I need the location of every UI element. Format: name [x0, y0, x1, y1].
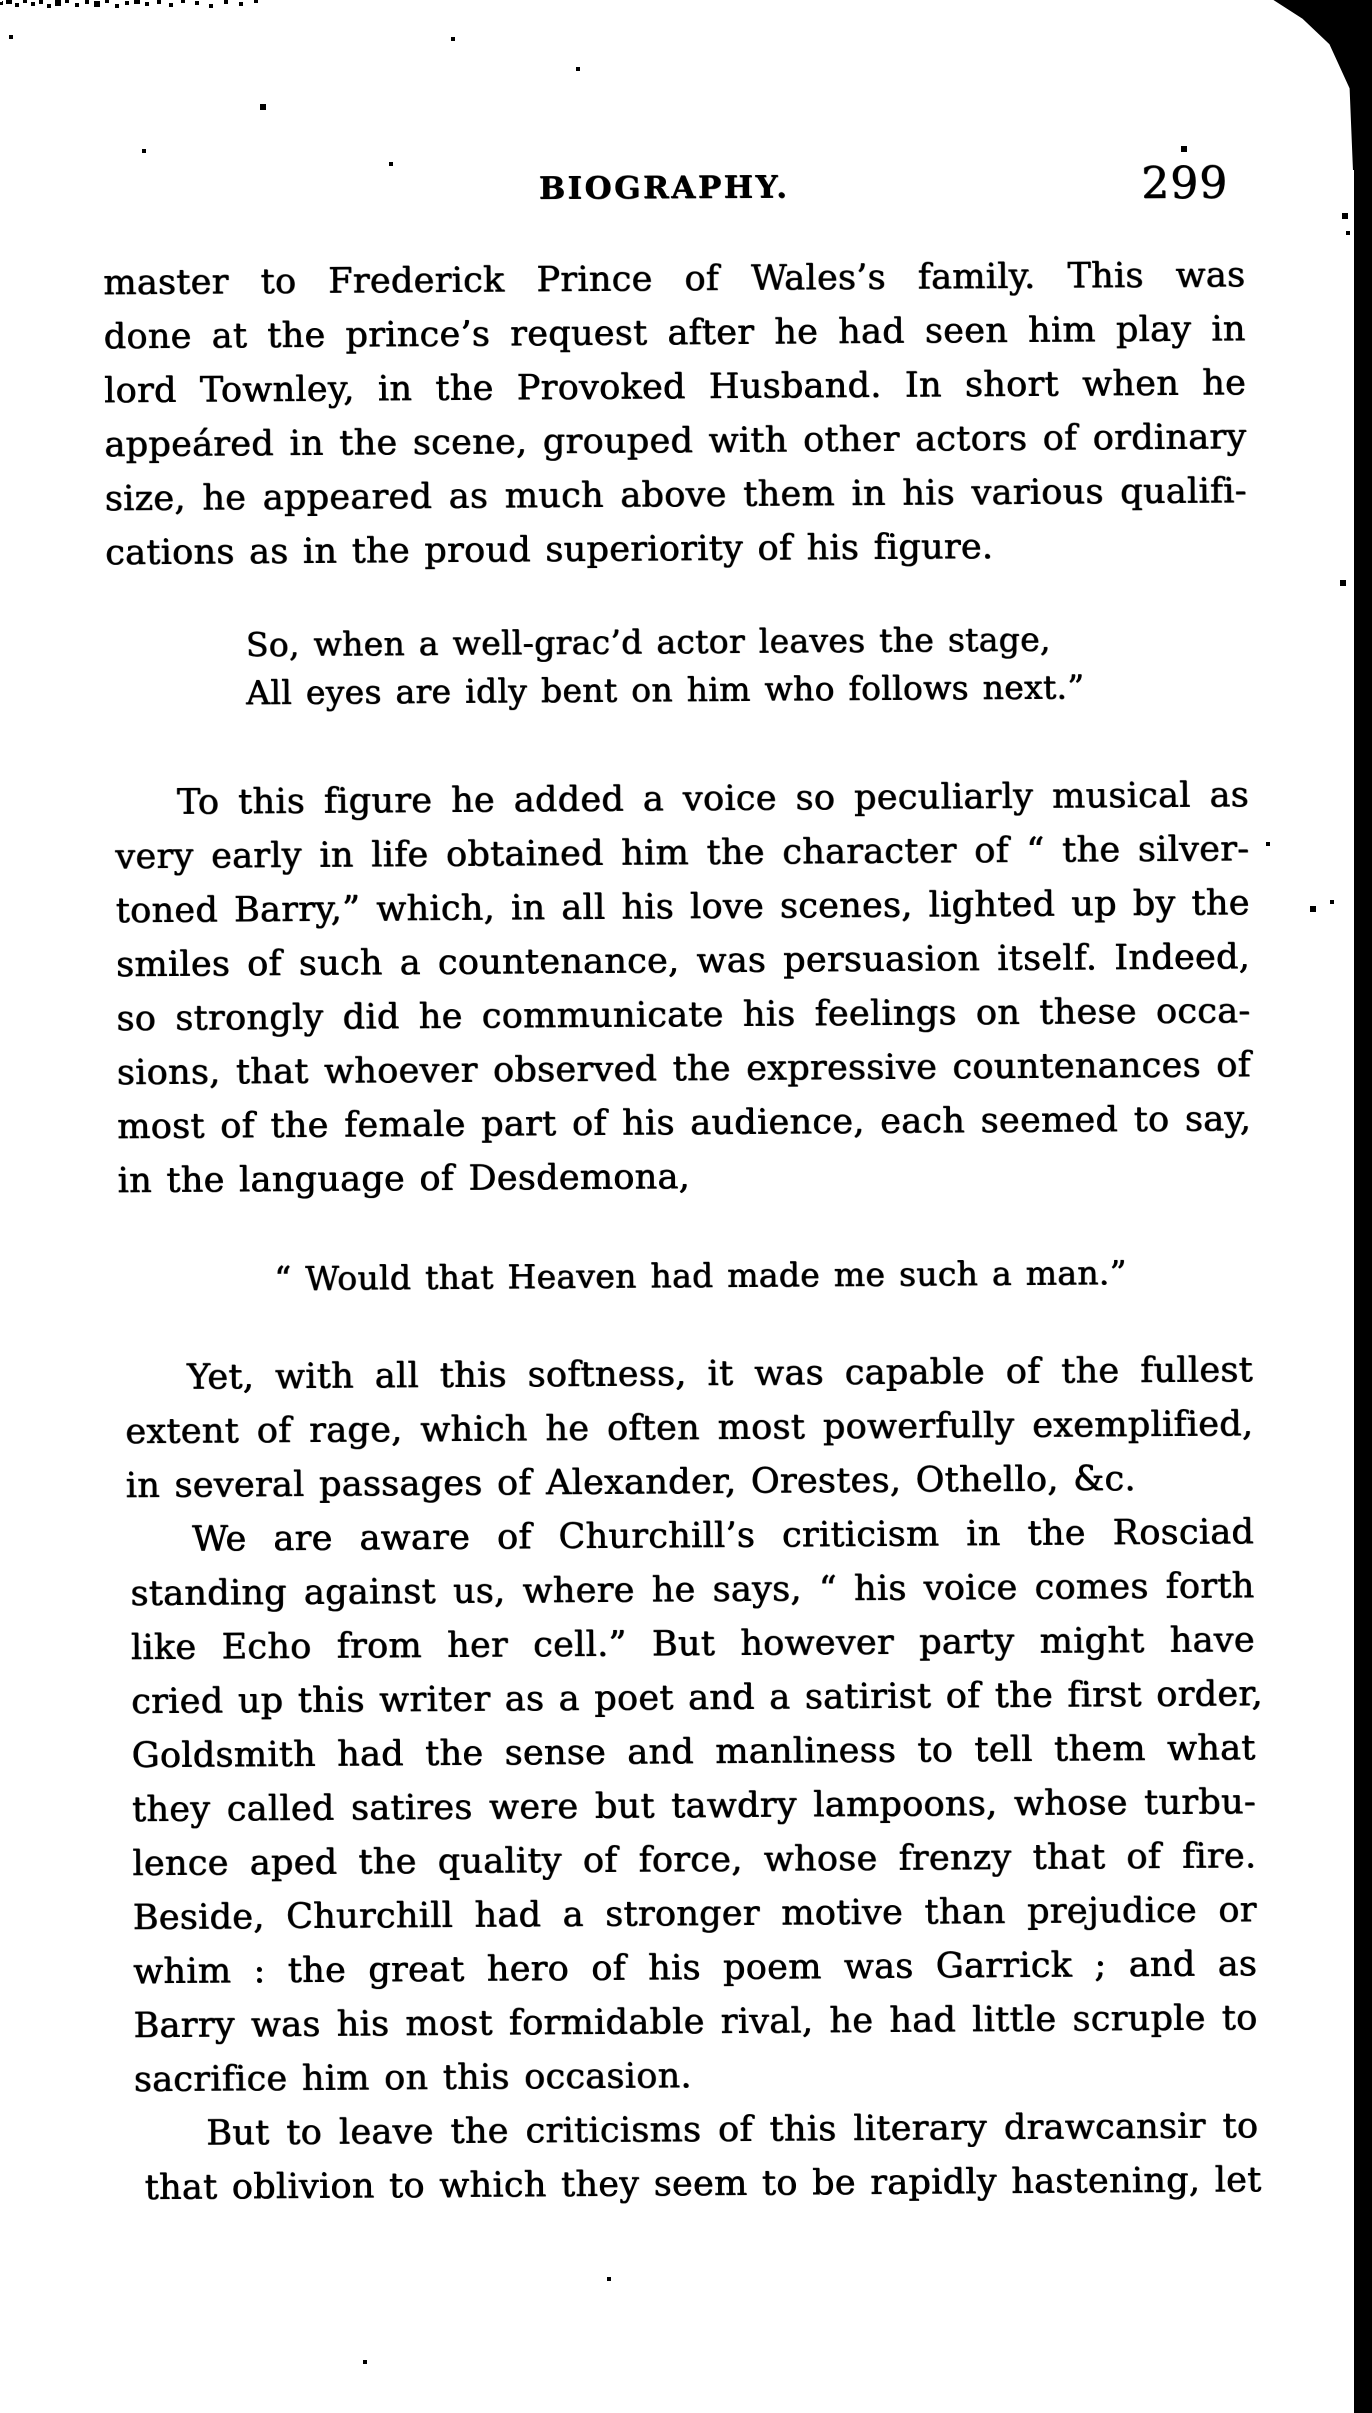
text-line: sions, that whoever observed the expressive countenances of — [116, 1044, 1251, 1093]
page-number: 299 — [1140, 157, 1229, 210]
text-line: like Echo from her cell.” But however party might have — [130, 1619, 1255, 1668]
text-line: Yet, with all this softness, it was capable of the fullest — [186, 1349, 1253, 1398]
text-line: To this figure he added a voice so peculiarly musical as — [176, 775, 1249, 823]
page-text — [103, 248, 1263, 2215]
text-line: they called satires were but tawdry lampoons, whose turbu- — [131, 1781, 1256, 1830]
text-line: cations as in the proud superiority of his figure. — [104, 526, 994, 573]
text-line: toned Barry,” which, in all his love scenes, lighted up by the — [115, 882, 1250, 931]
text-line: standing against us, where he says, “ his voice comes forth — [130, 1565, 1255, 1614]
text-line: extent of rage, which he often most powerfully exemplified, — [125, 1403, 1254, 1452]
scan-artifact-speckles — [0, 0, 2, 2]
text-line: appeáred in the scene, grouped with other actors of ordinary — [104, 417, 1247, 465]
scan-artifact-right-edge — [1354, 0, 1372, 2413]
text-line: smiles of such a countenance, was persuasion itself. Indeed, — [115, 936, 1251, 985]
text-line: Barry was his most formidable rival, he had little scruple to — [133, 1997, 1258, 2046]
scan-artifact-corner-blob — [1260, 0, 1372, 170]
verse-quote-1 — [246, 614, 1249, 717]
text-line: We are aware of Churchill’s criticism in the Rosciad — [191, 1511, 1255, 1560]
text-line: But to leave the criticisms of this literary drawcansir to — [205, 2105, 1259, 2154]
text-line: done at the prince’s request after he had seen him play in — [103, 309, 1246, 357]
text-line: sacrifice him on this occasion. — [133, 2055, 692, 2100]
verse-quote-2 — [274, 1248, 1252, 1303]
text-line: cried up this writer as a poet and a satirist of the first order, — [130, 1673, 1263, 1722]
text-line: that oblivion to which they seem to be rapidly hastening, let — [144, 2159, 1262, 2208]
text-line: Beside, Churchill had a stronger motive than prejudice or — [132, 1889, 1257, 1938]
text-line: most of the female part of his audience, each seemed to say, — [116, 1098, 1252, 1147]
text-line: size, he appeared as much above them in his various qualifi- — [104, 471, 1247, 519]
text-line: in several passages of Alexander, Orestes, Othello, &c. — [125, 1458, 1136, 1506]
quote-line: “ Would that Heaven had made me such a man.” — [274, 1252, 1127, 1298]
paragraph-4 — [130, 1505, 1263, 2107]
text-line: in the language of Desdemona, — [117, 1156, 691, 1201]
running-head: BIOGRAPHY. — [538, 169, 790, 207]
text-line: master to Frederick Prince of Wales’s family. This was — [103, 255, 1246, 303]
text-line: lord Townley, in the Provoked Husband. In short when he — [103, 363, 1247, 411]
text-line: Goldsmith had the sense and manliness to tell them what — [131, 1727, 1256, 1776]
paragraph-5 — [144, 2099, 1262, 2215]
text-line: very early in life obtained him the character of “ the silver- — [115, 828, 1250, 877]
text-line: whim : the great hero of his poem was Garrick ; and as — [132, 1943, 1258, 1992]
paragraph-3 — [125, 1343, 1254, 1513]
paragraph-1 — [103, 248, 1247, 580]
text-line: lence aped the quality of force, whose frenzy that of fire. — [132, 1835, 1257, 1884]
paragraph-2 — [115, 768, 1252, 1208]
text-line: so strongly did he communicate his feelings on these occa- — [116, 990, 1251, 1039]
quote-line: So, when a well-grac’d actor leaves the stage, — [245, 619, 1051, 664]
quote-line: All eyes are idly bent on him who follows next.” — [245, 667, 1085, 712]
